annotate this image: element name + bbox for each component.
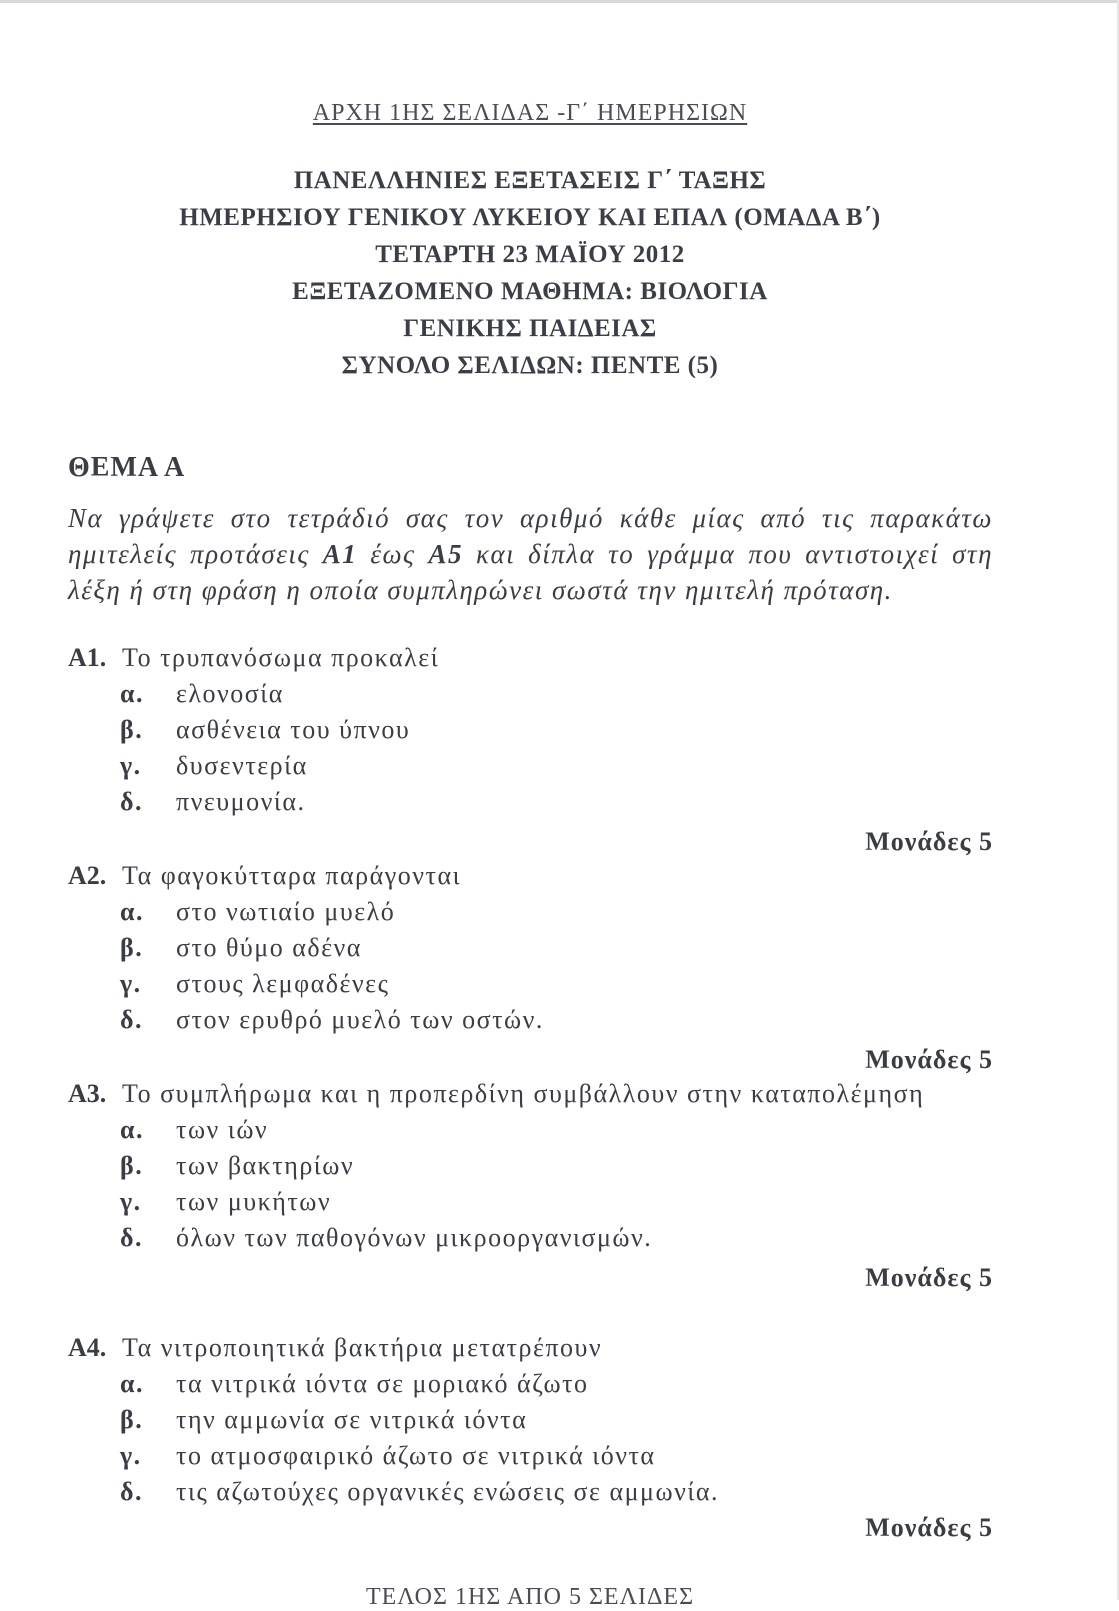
option: [68, 784, 993, 820]
marks: Μονάδες 5: [865, 1263, 993, 1292]
option-text: πνευμονία.: [176, 787, 306, 816]
option-letter: γ.: [120, 751, 142, 780]
question-number: Α1.: [68, 643, 107, 672]
marks: Μονάδες 5: [865, 1045, 993, 1074]
question-a1: [68, 640, 993, 860]
option-letter: γ.: [120, 1187, 142, 1216]
question-text: Τα νιτροποιητικά βακτήρια μετατρέπουν: [122, 1333, 603, 1362]
question-number: Α2.: [68, 861, 107, 890]
option: [68, 894, 993, 930]
page-header: ΑΡΧΗ 1ΗΣ ΣΕΛΙΔΑΣ -Γ΄ ΗΜΕΡΗΣΙΩΝ: [312, 100, 748, 126]
option-text: την αμμωνία σε νιτρικά ιόντα: [176, 1405, 528, 1434]
option: [68, 1002, 993, 1038]
marks: Μονάδες 5: [865, 827, 993, 856]
exam-title-block: [0, 162, 1060, 384]
question-text: Το συμπλήρωμα και η προπερδίνη συμβάλλουν στην καταπολέμηση: [122, 1079, 925, 1108]
option-letter: β.: [120, 715, 144, 744]
question-a2: [68, 858, 993, 1078]
option-letter: α.: [120, 897, 145, 926]
option-text: των μυκήτων: [176, 1187, 332, 1216]
section-title: ΘΕΜΑ Α: [68, 452, 186, 483]
option-text: ελονοσία: [176, 679, 284, 708]
question-number: Α4.: [68, 1333, 107, 1362]
title-line: ΣΥΝΟΛΟ ΣΕΛΙΔΩΝ: ΠΕΝΤΕ (5): [341, 352, 719, 379]
instructions-text: και δίπλα το γράμμα που αντιστοιχεί στη λέξη ή στη φράση η οποία συμπληρώνει σωστά την ημιτελή πρόταση.: [68, 539, 993, 605]
option-letter: α.: [120, 1369, 145, 1398]
option-letter: δ.: [120, 1005, 143, 1034]
option-text: των βακτηρίων: [176, 1151, 355, 1180]
title-line: ΠΑΝΕΛΛΗΝΙΕΣ ΕΞΕΤΑΣΕΙΣ Γ΄ ΤΑΞΗΣ: [293, 167, 767, 194]
option-text: στο θύμο αδένα: [176, 933, 362, 962]
instructions-text: έως: [357, 539, 429, 569]
option: [68, 1438, 993, 1474]
option-text: στον ερυθρό μυελό των οστών.: [176, 1005, 544, 1034]
question-text: Το τρυπανόσωμα προκαλεί: [122, 643, 440, 672]
instructions: [68, 500, 993, 608]
option-letter: δ.: [120, 787, 143, 816]
instructions-bold: Α1: [322, 539, 358, 569]
option-letter: γ.: [120, 969, 142, 998]
option: [68, 1474, 993, 1510]
marks: Μονάδες 5: [865, 1513, 993, 1542]
option-text: δυσεντερία: [176, 751, 308, 780]
question-number: Α3.: [68, 1079, 107, 1108]
question-a4: [68, 1330, 993, 1546]
option-letter: β.: [120, 1151, 144, 1180]
option-text: στους λεμφαδένες: [176, 969, 390, 998]
option: [68, 1148, 993, 1184]
option-text: τα νιτρικά ιόντα σε μοριακό άζωτο: [176, 1369, 589, 1398]
option: [68, 1220, 993, 1256]
option-text: όλων των παθογόνων μικροοργανισμών.: [176, 1223, 653, 1252]
option: [68, 1184, 993, 1220]
option: [68, 1112, 993, 1148]
page-footer: ΤΕΛΟΣ 1ΗΣ ΑΠΟ 5 ΣΕΛΙΔΕΣ: [365, 1584, 695, 1610]
option: [68, 748, 993, 784]
question-a3: [68, 1076, 993, 1296]
option-letter: δ.: [120, 1477, 143, 1506]
title-line: ΗΜΕΡΗΣΙΟΥ ΓΕΝΙΚΟΥ ΛΥΚΕΙΟΥ ΚΑΙ ΕΠΑΛ (ΟΜΑΔΑ Β΄): [179, 204, 881, 231]
option-text: το ατμοσφαιρικό άζωτο σε νιτρικά ιόντα: [176, 1441, 656, 1470]
option-letter: α.: [120, 1115, 145, 1144]
option-text: των ιών: [176, 1115, 269, 1144]
option: [68, 676, 993, 712]
instructions-bold: Α5: [428, 539, 464, 569]
title-line: ΤΕΤΑΡΤΗ 23 ΜΑΪΟΥ 2012: [375, 241, 685, 268]
option: [68, 712, 993, 748]
title-line: ΓΕΝΙΚΗΣ ΠΑΙΔΕΙΑΣ: [403, 315, 657, 342]
scan-top-edge: [0, 0, 1119, 3]
option-text: τις αζωτούχες οργανικές ενώσεις σε αμμωνία.: [176, 1477, 719, 1506]
instructions-text: Να γράψετε στο τετράδιό σας τον αριθμό κάθε μίας από τις παρακάτω ημιτελείς προτάσεις: [68, 503, 993, 569]
option-letter: β.: [120, 933, 144, 962]
title-line: ΕΞΕΤΑΖΟΜΕΝΟ ΜΑΘΗΜΑ: ΒΙΟΛΟΓΙΑ: [292, 278, 768, 305]
option-text: ασθένεια του ύπνου: [176, 715, 411, 744]
option: [68, 1366, 993, 1402]
option-text: στο νωτιαίο μυελό: [176, 897, 396, 926]
option-letter: β.: [120, 1405, 144, 1434]
option: [68, 1402, 993, 1438]
option-letter: α.: [120, 679, 145, 708]
question-text: Τα φαγοκύτταρα παράγονται: [122, 861, 462, 890]
option: [68, 930, 993, 966]
option-letter: δ.: [120, 1223, 143, 1252]
option-letter: γ.: [120, 1441, 142, 1470]
option: [68, 966, 993, 1002]
